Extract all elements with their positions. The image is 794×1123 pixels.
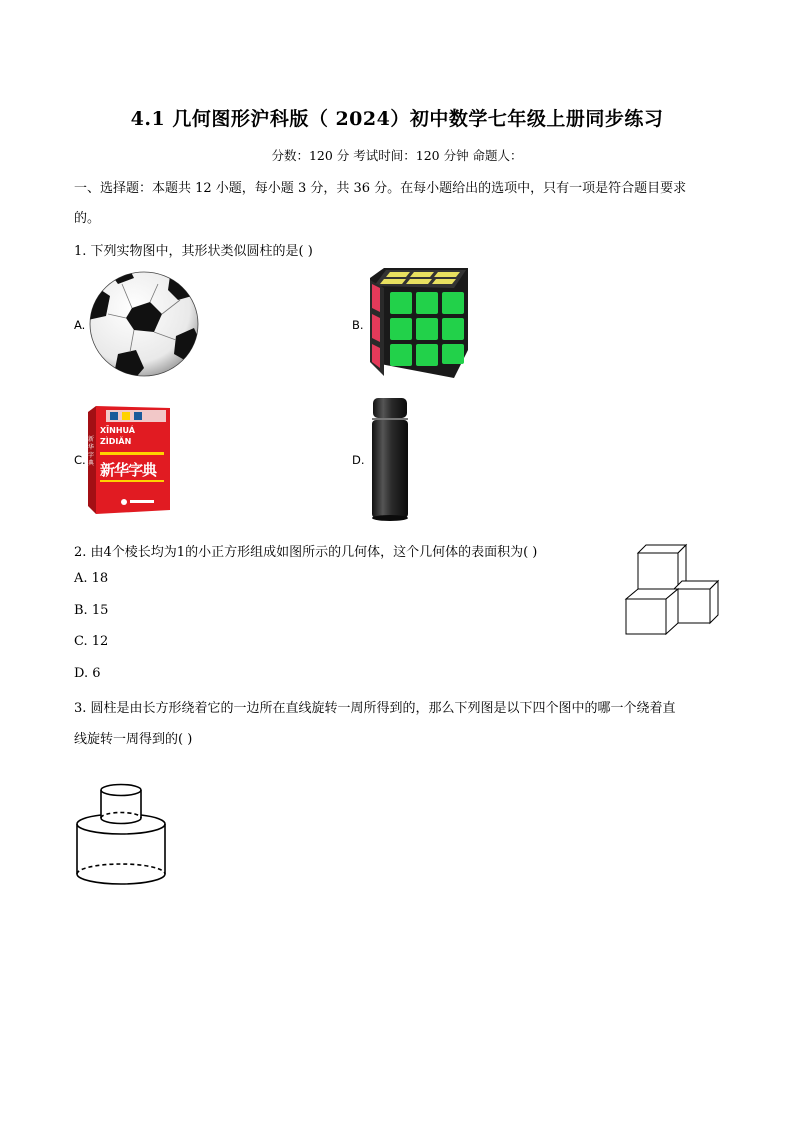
dictionary-title: 新华字典	[100, 461, 157, 479]
page-title: 4.1 几何图形沪科版（ 2024）初中数学七年级上册同步练习	[130, 108, 664, 130]
q1-option-a-label: A.	[74, 318, 86, 332]
q1-option-b-label: B.	[352, 318, 364, 332]
cube-figure	[622, 542, 722, 638]
thermos-bottle-image	[370, 396, 410, 522]
exam-meta: 分数：120 分 考试时间：120 分钟 命题人：	[271, 148, 523, 163]
dictionary-image	[88, 406, 170, 514]
q2-option-c: C. 12	[74, 634, 109, 649]
question-1-stem: 1. 下列实物图中，其形状类似圆柱的是( )	[74, 244, 313, 259]
q2-option-b: B. 15	[74, 603, 109, 618]
dictionary-spine-title: 新华字典	[88, 436, 95, 467]
dictionary-pinyin-1: XĪNHUÁ	[100, 426, 135, 435]
q2-option-d: D. 6	[74, 666, 101, 681]
section-header-line1: 一、选择题：本题共 12 小题，每小题 3 分，共 36 分。在每小题给出的选项中，只有一项是符合题目要求	[74, 181, 687, 196]
dictionary-pinyin-2: ZÌDIǍN	[100, 437, 132, 446]
stacked-cylinder-figure	[74, 780, 170, 890]
q2-option-a: A. 18	[74, 571, 109, 586]
section-header-line2: 的。	[74, 211, 101, 226]
soccer-ball-image	[88, 270, 200, 378]
q1-option-d-label: D.	[352, 453, 365, 467]
section-header	[74, 174, 724, 234]
rubiks-cube-image	[370, 268, 470, 378]
question-3-stem-line2: 线旋转一周得到的( )	[74, 732, 193, 747]
question-3-stem-line1: 3. 圆柱是由长方形绕着它的一边所在直线旋转一周所得到的，那么下列图是以下四个图中的哪一个绕着直	[74, 701, 676, 716]
question-2-stem: 2. 由4个棱长均为1的小正方形组成如图所示的几何体，这个几何体的表面积为( )	[74, 545, 538, 560]
q1-option-c-label: C.	[74, 453, 86, 467]
